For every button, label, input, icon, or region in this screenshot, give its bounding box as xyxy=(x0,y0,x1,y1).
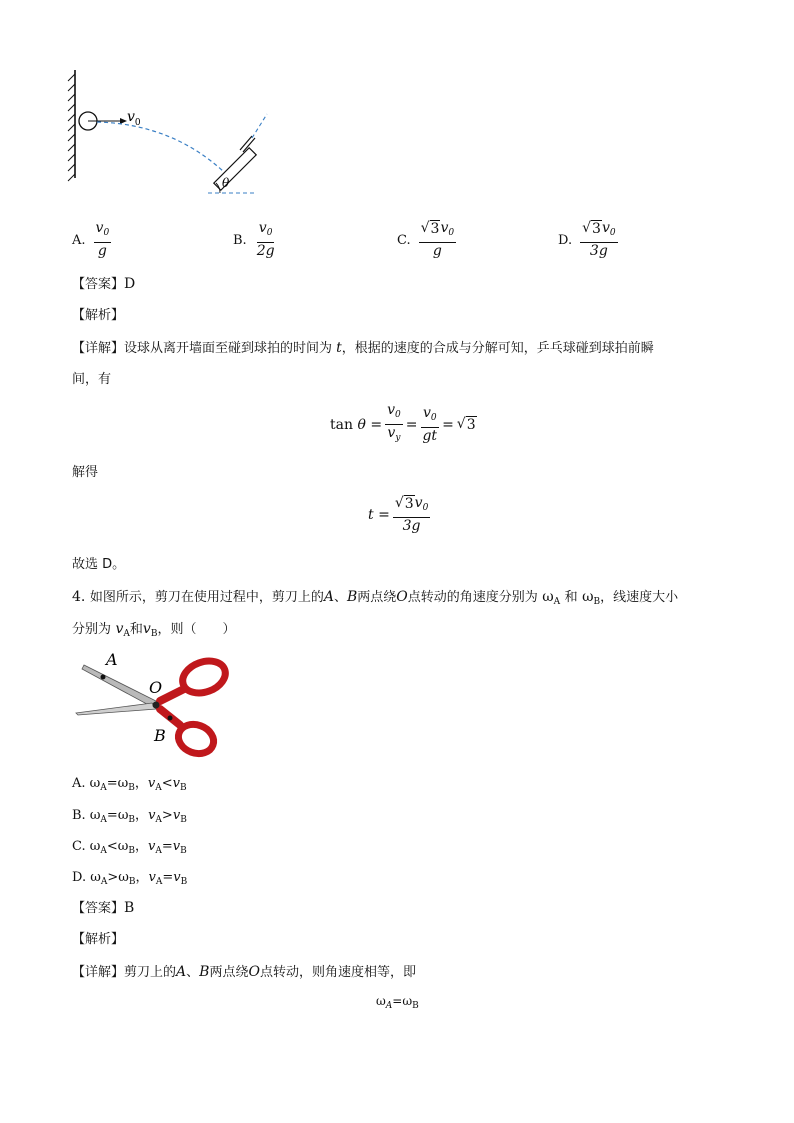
detail-1-line2: 间，有 xyxy=(72,372,112,387)
solve-label: 解得 xyxy=(72,465,99,480)
equation-tan-theta: tan θ = $\frac{v_0}{v_y}$ = $\frac{v_0}{gt}$ = √ 3 xyxy=(330,402,476,444)
equation-omega: $\omega_A=\omega_B$ xyxy=(376,994,419,1011)
upper-ring xyxy=(178,655,230,698)
trajectory-curve xyxy=(97,122,224,172)
detail-1-line1: 【详解】设球从离开墙面至碰到球拍的时间为 t，根据的速度的合成与分解可知，乒乓球碰到球拍前瞬 xyxy=(72,340,654,356)
pivot-o xyxy=(153,702,160,709)
analysis-heading-1: 【解析】 xyxy=(72,308,125,323)
label-o: O xyxy=(149,678,163,697)
option-b-1: B. $\frac{v_0}{2g}$ xyxy=(233,220,275,259)
point-a xyxy=(101,675,106,680)
equation-t: t = √ 3 $v_0$ 3g xyxy=(368,495,429,534)
scissors-figure xyxy=(72,645,232,763)
conclusion-1: 故选 D。 xyxy=(72,557,126,572)
option-a-2: A. $\omega_A=\omega_B$，$v_A<v_B$ xyxy=(72,776,187,793)
v0-label: $v_0$ xyxy=(127,109,141,128)
answer-2: 【答案】B xyxy=(72,900,135,916)
projectile-figure xyxy=(62,66,282,201)
lower-blade xyxy=(76,703,156,715)
lower-ring xyxy=(174,720,217,759)
option-a-1: A. $\frac{v_0}{g}$ xyxy=(72,220,110,259)
question-4-line1: 4. 如图所示，剪刀在使用过程中，剪刀上的A、B两点绕O点转动的角速度分别为 $\omega_A$ 和 $\omega_B$，线速度大小 xyxy=(72,589,679,607)
label-b: B xyxy=(154,726,166,745)
paddle-normal-dashed xyxy=(252,114,267,138)
answer-1: 【答案】D xyxy=(72,276,136,292)
option-b-2: B. $\omega_A=\omega_B$，$v_A>v_B$ xyxy=(72,808,187,825)
option-c-2: C. $\omega_A<\omega_B$，$v_A=v_B$ xyxy=(72,839,187,856)
theta-label: θ xyxy=(222,176,230,190)
option-d-1: D. √ 3 $v_0$ 3g xyxy=(558,220,616,259)
detail-2-line1: 【详解】剪刀上的A、B两点绕O点转动，则角速度相等，即 xyxy=(72,964,416,980)
upper-handle xyxy=(160,689,184,701)
point-b xyxy=(168,716,173,721)
wall-hatching xyxy=(68,74,75,181)
paddle xyxy=(214,136,256,190)
option-c-1: C. √ 3 $v_0$ g xyxy=(397,220,455,259)
label-a: A xyxy=(106,650,118,669)
question-4-line2: 分别为 $v_A$和$v_B$，则（ ） xyxy=(72,621,236,639)
analysis-heading-2: 【解析】 xyxy=(72,932,125,947)
option-d-2: D. $\omega_A>\omega_B$，$v_A=v_B$ xyxy=(72,870,188,887)
